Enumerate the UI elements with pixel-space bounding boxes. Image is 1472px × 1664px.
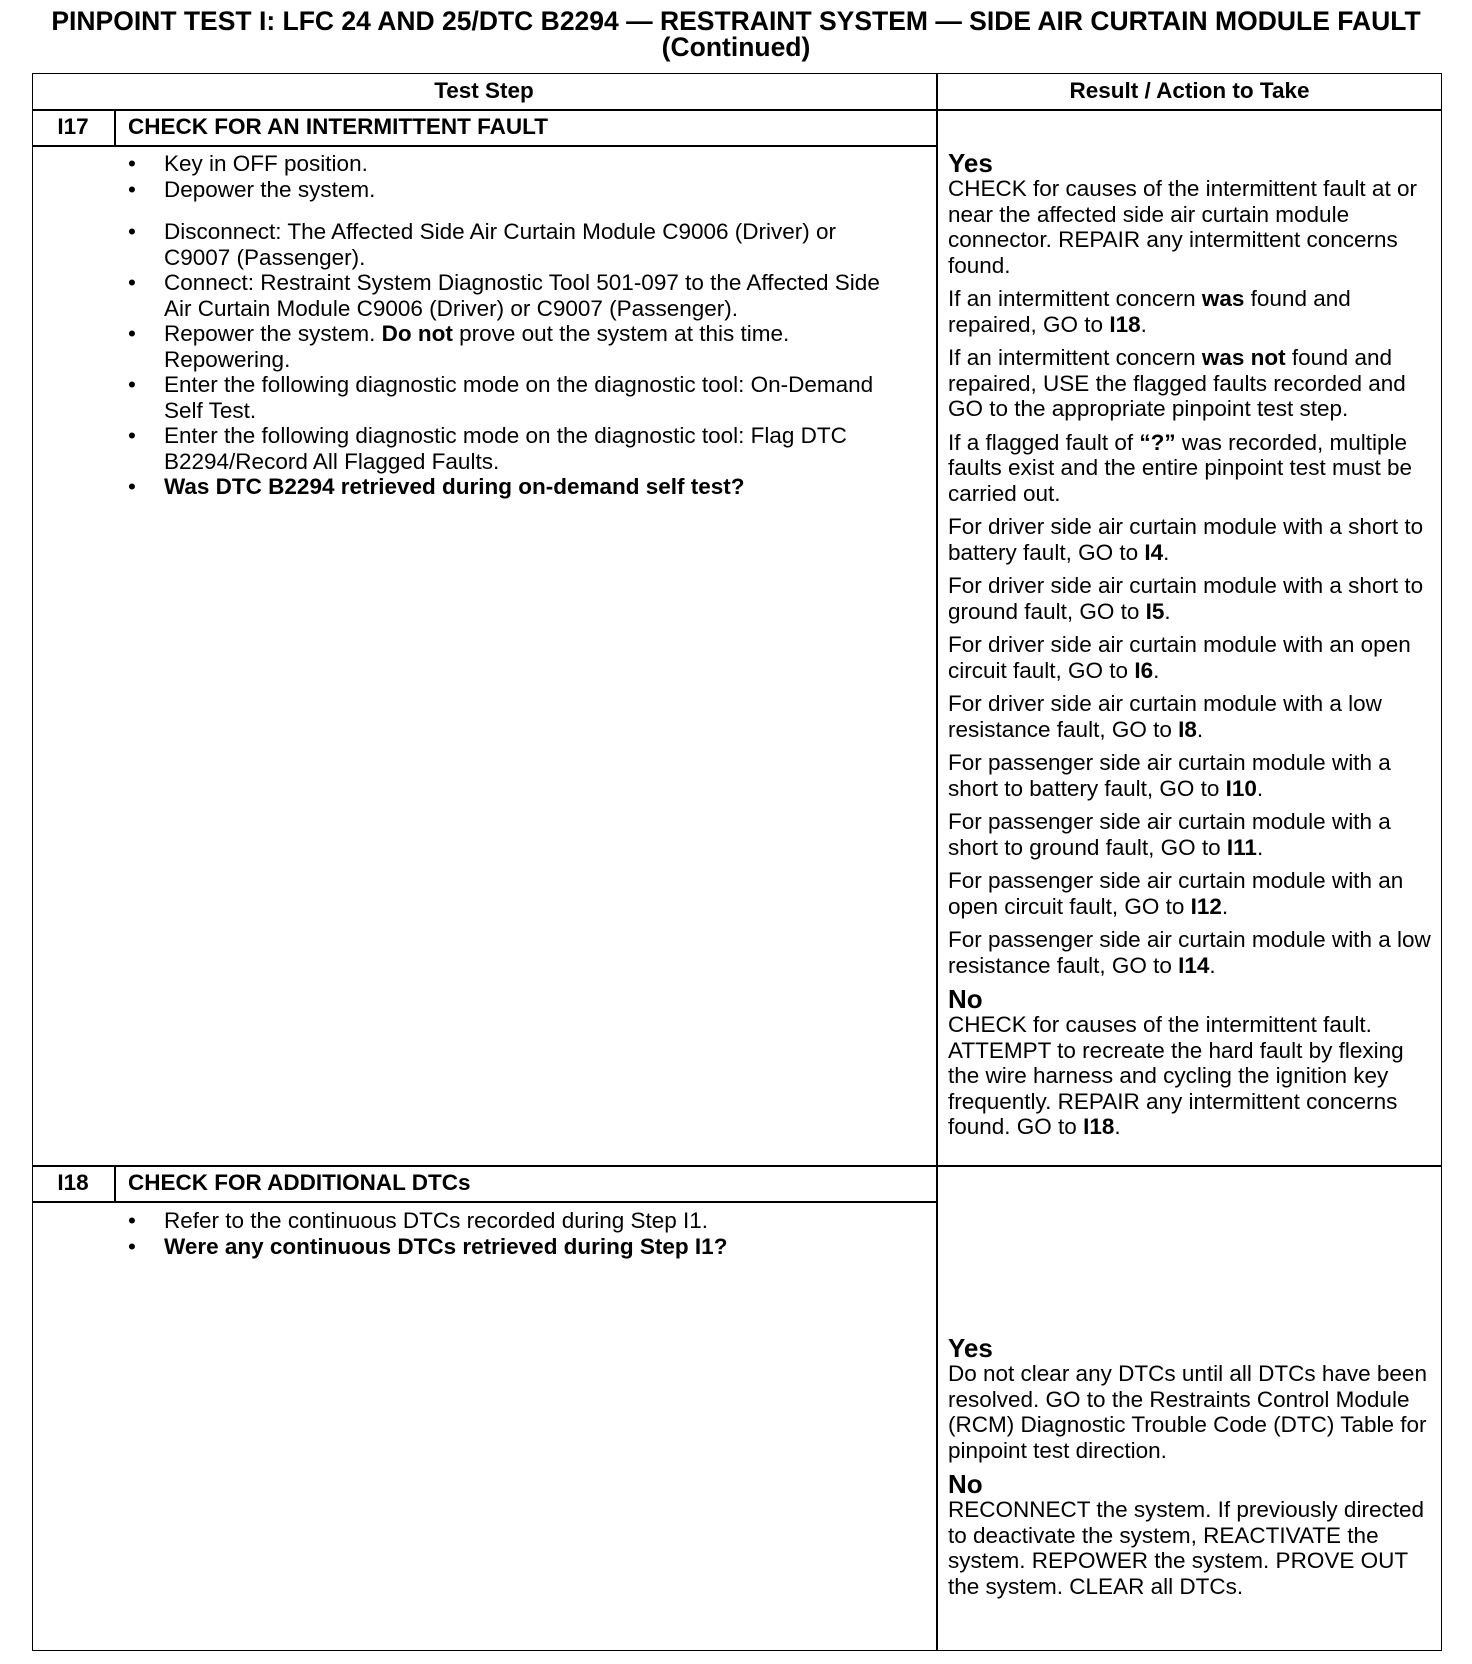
result-paragraph: If an intermittent concern was found and repaired, GO to I18. [948,286,1351,337]
list-item: • Key in OFF position. [128,151,368,176]
step-title: CHECK FOR ADDITIONAL DTCs [128,1170,471,1195]
list-item: • Refer to the continuous DTCs recorded during Step I1. [128,1208,709,1233]
list-item: • Was DTC B2294 retrieved during on-demand self test? [128,474,745,499]
yes-text: Do not clear any DTCs until all DTCs have been resolved. GO to the Restraints Control Module (RCM) Diagnostic Trouble Code (DTC) Table for pinpoint test direction. [948,1361,1427,1463]
no-text: RECONNECT the system. If previously directed to deactivate the system, REACTIVATE the system. REPOWER the system. PROVE OUT the system. CLEAR all DTCs. [948,1497,1424,1599]
step-rule-2 [32,1165,1442,1167]
bullet-icon: • [128,219,136,244]
step-number-divider-2 [114,1165,116,1202]
list-item: • Enter the following diagnostic mode on the diagnostic tool: Flag DTC B2294/Record All Flagged Faults. [128,423,847,474]
bullet-icon: • [128,1208,136,1233]
bullet-icon: • [128,321,136,346]
step-number: I17 [57,114,89,139]
column-divider [936,73,938,1651]
no-label: No [948,984,983,1014]
step-title: CHECK FOR AN INTERMITTENT FAULT [128,114,548,139]
result-paragraph: For driver side air curtain module with a low resistance fault, GO to I8. [948,691,1382,742]
bullet-icon: • [128,372,136,397]
result-paragraph: For driver side air curtain module with a short to ground fault, GO to I5. [948,573,1424,624]
result-action-i18 [948,1335,1436,1607]
step-instructions [128,151,908,500]
bullet-icon: • [128,151,136,176]
list-item: • Disconnect: The Affected Side Air Curtain Module C9006 (Driver) or C9007 (Passenger). [128,219,836,270]
result-paragraph: For passenger side air curtain module with a short to battery fault, GO to I10. [948,750,1391,801]
yes-label: Yes [948,1333,993,1363]
result-paragraph: For passenger side air curtain module with an open circuit fault, GO to I12. [948,868,1404,919]
result-paragraph: For passenger side air curtain module with a low resistance fault, GO to I14. [948,927,1431,978]
result-paragraph: For passenger side air curtain module with a short to ground fault, GO to I11. [948,809,1391,860]
bullet-icon: • [128,474,136,499]
result-paragraph: For driver side air curtain module with an open circuit fault, GO to I6. [948,632,1411,683]
list-item: • Connect: Restraint System Diagnostic Tool 501-097 to the Affected Side Air Curtain Module C9006 (Driver) or C9007 (Passenger). [128,270,880,321]
bullet-icon: • [128,270,136,295]
step-number-divider-1 [114,109,116,146]
bullet-icon: • [128,1233,136,1259]
page-title: PINPOINT TEST I: LFC 24 AND 25/DTC B2294 — RESTRAINT SYSTEM — SIDE AIR CURTAIN MODULE FAULT (Continued) [51,6,1421,62]
yes-label: Yes [948,148,993,178]
list-item: • Depower the system. [128,176,376,202]
header-result-action: Result / Action to Take [1069,78,1310,103]
bullet-icon: • [128,423,136,448]
result-action-i17 [948,150,1436,1148]
header-test-step: Test Step [434,78,534,103]
result-paragraph: If an intermittent concern was not found and repaired, USE the flagged faults recorded and GO to the appropriate pinpoint test step. [948,345,1406,421]
list-item: • Enter the following diagnostic mode on the diagnostic tool: On-Demand Self Test. [128,372,874,423]
no-label: No [948,1469,983,1499]
result-paragraph: If a flagged fault of “?” was recorded, multiple faults exist and the entire pinpoint test must be carried out. [948,429,1413,506]
no-text: CHECK for causes of the intermittent fault. ATTEMPT to recreate the hard fault by flexing the wire harness and cycling the ignition key frequently. REPAIR any intermittent concerns found. GO to I18. [948,1012,1404,1139]
list-item: • Were any continuous DTCs retrieved during Step I1? [128,1233,728,1259]
list-item: • Repower the system. Do not prove out the system at this time. Repowering. [128,321,790,372]
step-instructions [128,1208,908,1259]
step-title-rule-2 [32,1201,937,1203]
step-number: I18 [57,1170,89,1195]
header-rule [32,109,1442,111]
result-paragraph: For driver side air curtain module with a short to battery fault, GO to I4. [948,514,1424,565]
bullet-icon: • [128,176,136,202]
step-title-rule-1 [32,145,937,147]
yes-text: CHECK for causes of the intermittent fault at or near the affected side air curtain module connector. REPAIR any intermittent concerns found. [948,176,1417,278]
